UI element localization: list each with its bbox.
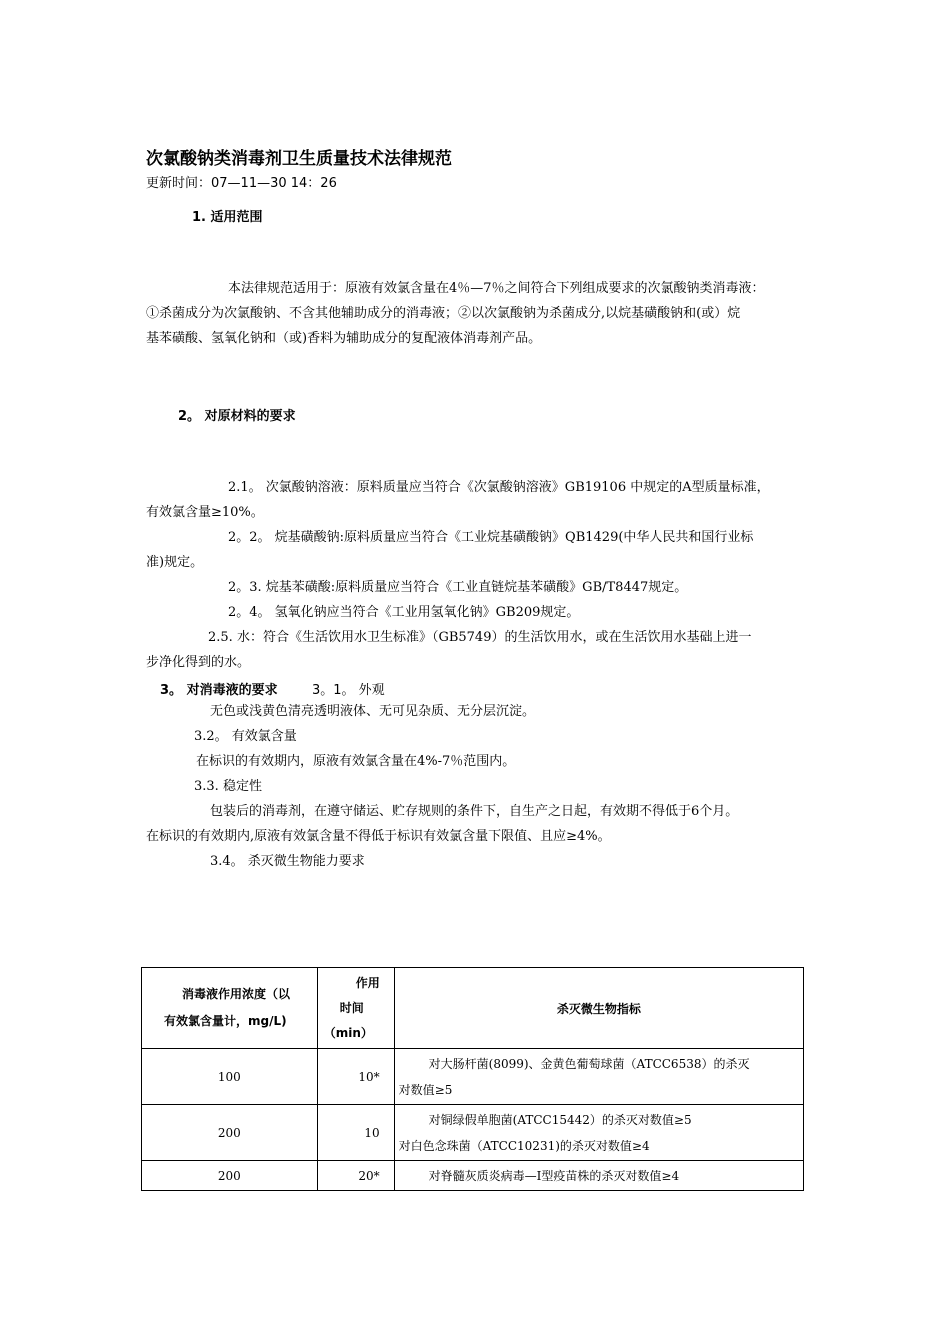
section3-3-text-line2: 在标识的有效期内,原液有效氯含量不得低于标识有效氯含量下限值、且应≥4%。 (146, 829, 611, 844)
header-time-line1: 作用 (355, 975, 380, 990)
header-time (317, 968, 394, 1049)
section3-heading: 3。 对消毒液的要求 (160, 683, 278, 698)
row1-target-line1: 对大肠杆菌(8099)、金黄色葡萄球菌（ATCC6538）的杀灭 (428, 1056, 750, 1071)
header-time-line3: （min） (323, 1025, 373, 1040)
document-title: 次氯酸钠类消毒剂卫生质量技术法律规范 (146, 149, 452, 169)
row1-target-line2: 对数值≥5 (398, 1082, 453, 1097)
row1-time: 10* (317, 1049, 394, 1105)
header-concentration-line2: 有效氯含量计，mg/L) (164, 1014, 287, 1028)
section3-3-text-line1: 包装后的消毒剂，在遵守储运、贮存规则的条件下，自生产之日起，有效期不得低于6个月。 (210, 804, 739, 819)
section3-3-title: 3.3. 稳定性 (194, 779, 262, 794)
section2-item-2-1: 2.1。 次氯酸钠溶液：原料质量应当符合《次氯酸钠溶液》GB19106 中规定的A型质量标准， (228, 480, 770, 495)
header-target: 杀灭微生物指标 (394, 968, 803, 1049)
update-time: 更新时间：07—11—30 14：26 (146, 176, 337, 191)
header-concentration-line1: 消毒液作用浓度（以 (182, 987, 291, 1001)
row2-concentration: 200 (142, 1105, 318, 1161)
section3-2-title: 3.2。 有效氯含量 (194, 729, 297, 744)
section2-item-2-3: 2。3. 烷基苯磺酸:原料质量应当符合《工业直链烷基苯磺酸》GB/T8447规定。 (228, 580, 688, 595)
section3-1-title: 3。1。 外观 (312, 683, 385, 698)
table-header-row (142, 968, 804, 1049)
section2-item-2-2-cont: 准)规定。 (146, 555, 204, 570)
section2-item-2-1-cont: 有效氯含量≥10%。 (146, 505, 264, 520)
row2-target (394, 1105, 803, 1161)
row2-target-line2: 对白色念珠菌（ATCC10231)的杀灭对数值≥4 (398, 1138, 650, 1153)
section2-item-2-2: 2。2。 烷基磺酸钠:原料质量应当符合《工业烷基磺酸钠》QB1429(中华人民共和国行业标 (228, 530, 754, 545)
section3-1-text: 无色或浅黄色清亮透明液体、无可见杂质、无分层沉淀。 (210, 704, 536, 719)
section1-para-line3: 基苯磺酸、氢氧化钠和（或)香料为辅助成分的复配液体消毒剂产品。 (146, 331, 542, 346)
section2-heading: 2。 对原材料的要求 (178, 409, 296, 424)
section1-para-line2: ①杀菌成分为次氯酸钠、不含其他辅助成分的消毒液；②以次氯酸钠为杀菌成分,以烷基磺酸钠和(或）烷 (146, 306, 741, 321)
row1-concentration: 100 (142, 1049, 318, 1105)
table-row (142, 1049, 804, 1105)
row3-time: 20* (317, 1161, 394, 1191)
section3-2-text: 在标识的有效期内，原液有效氯含量在4%-7％范围内。 (196, 754, 516, 769)
header-time-line2: 时间 (339, 1000, 364, 1015)
row3-concentration: 200 (142, 1161, 318, 1191)
section3-4-title: 3.4。 杀灭微生物能力要求 (210, 854, 365, 869)
row1-target (394, 1049, 803, 1105)
section2-item-2-5-cont: 步净化得到的水。 (146, 655, 251, 670)
microbe-kill-table (141, 967, 804, 1191)
row2-target-line1: 对铜绿假单胞菌(ATCC15442）的杀灭对数值≥5 (428, 1112, 692, 1127)
row3-target (394, 1161, 803, 1191)
row2-time: 10 (317, 1105, 394, 1161)
header-concentration (142, 968, 318, 1049)
row3-target-line1: 对脊髓灰质炎病毒—Ⅰ型疫苗株的杀灭对数值≥4 (428, 1168, 680, 1183)
table-row (142, 1105, 804, 1161)
table-row (142, 1161, 804, 1191)
section1-para-line1: 本法律规范适用于：原液有效氯含量在4％—7％之间符合下列组成要求的次氯酸钠类消毒液： (228, 281, 765, 296)
section1-heading: 1. 适用范围 (192, 210, 263, 225)
section2-item-2-4: 2。4。 氢氧化钠应当符合《工业用氢氧化钠》GB209规定。 (228, 605, 580, 620)
section2-item-2-5: 2.5. 水：符合《生活饮用水卫生标准》（GB5749）的生活饮用水，或在生活饮用水基础上进一 (208, 630, 752, 645)
